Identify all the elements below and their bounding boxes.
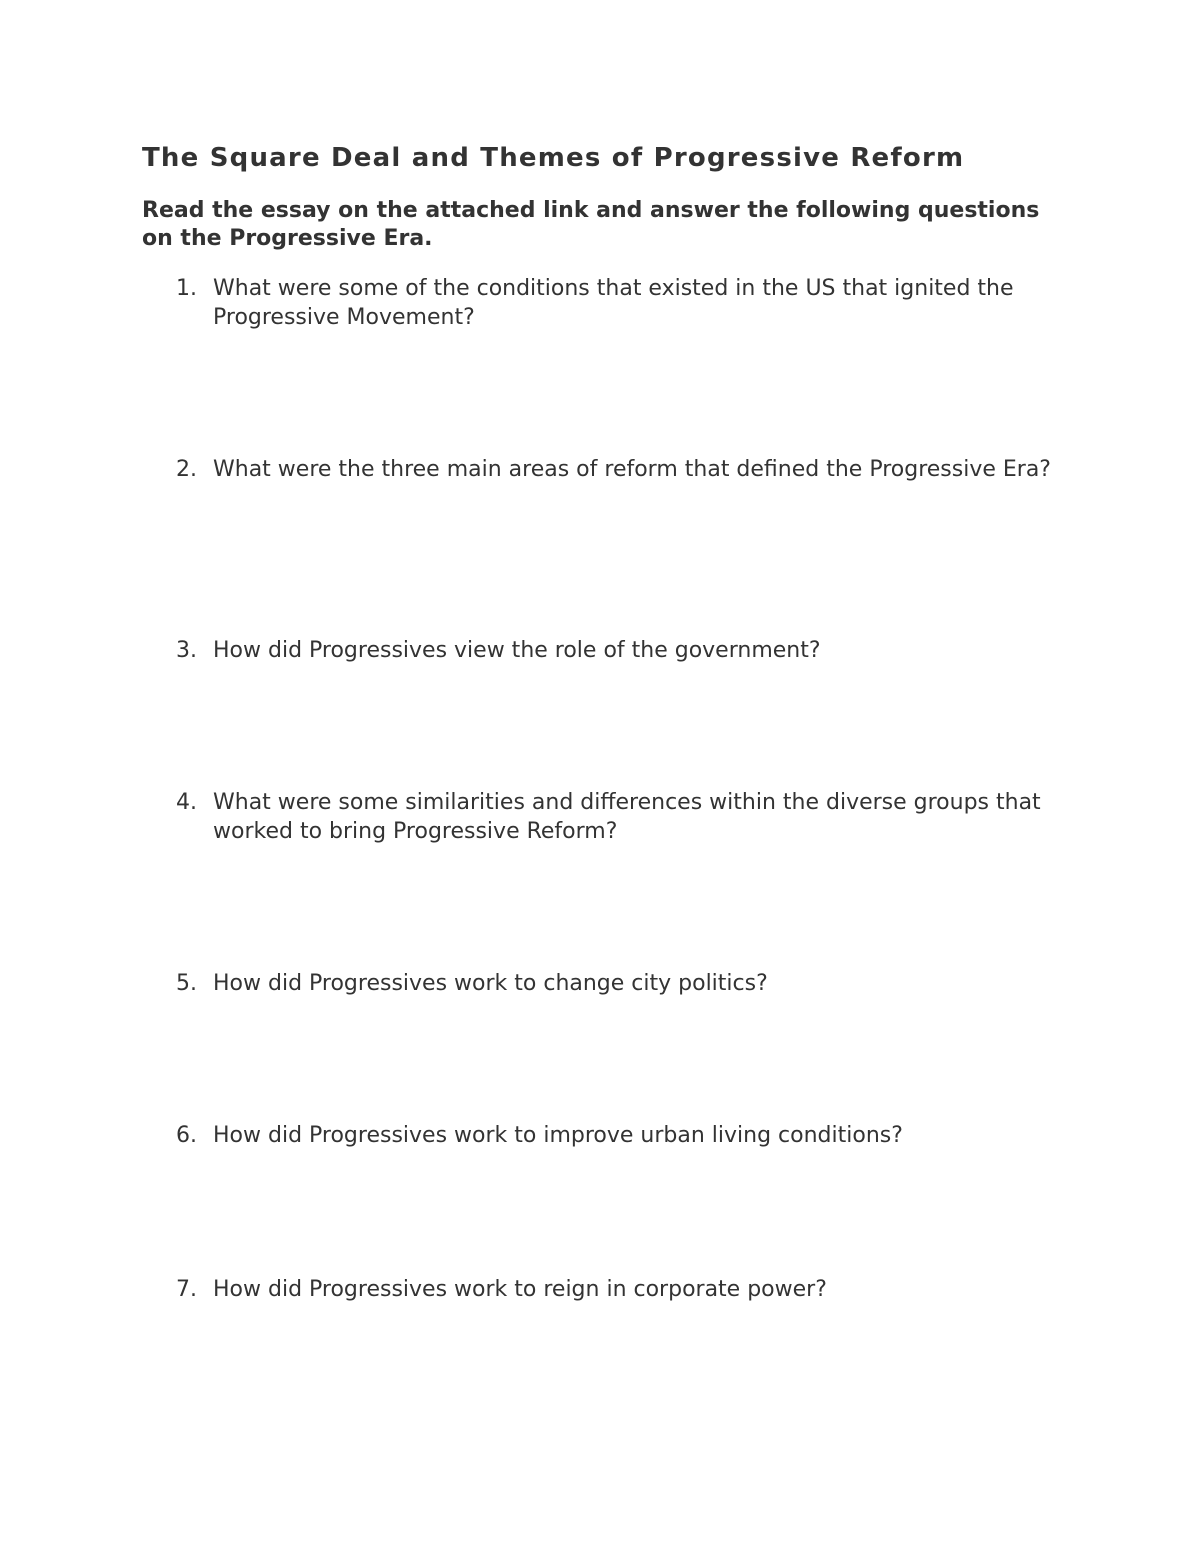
question-number: 3.: [176, 638, 197, 663]
question-text: What were some similarities and differences within the diverse groups that worked to bring Progressive Reform?: [213, 790, 1041, 844]
question-text: How did Progressives work to change city politics?: [213, 971, 768, 996]
question-3: [176, 636, 1076, 665]
question-text: How did Progressives view the role of the government?: [213, 638, 821, 663]
question-6: [176, 1121, 1076, 1150]
question-text: What were some of the conditions that existed in the US that ignited the Progressive Movement?: [213, 276, 1014, 330]
question-number: 4.: [176, 790, 197, 815]
question-number: 2.: [176, 457, 197, 482]
question-number: 1.: [176, 276, 197, 301]
question-7: [176, 1275, 1076, 1304]
question-text: What were the three main areas of reform that defined the Progressive Era?: [213, 457, 1051, 482]
question-text: How did Progressives work to improve urban living conditions?: [213, 1123, 903, 1148]
question-number: 6.: [176, 1123, 197, 1148]
question-text: How did Progressives work to reign in corporate power?: [213, 1277, 827, 1302]
question-5: [176, 969, 1076, 998]
question-2: [176, 455, 1076, 484]
instructions-text: Read the essay on the attached link and answer the following questions on the Progressive Era.: [142, 198, 1040, 251]
page-title: The Square Deal and Themes of Progressive Reform: [142, 143, 965, 173]
question-4: [176, 788, 1076, 846]
question-number: 7.: [176, 1277, 197, 1302]
question-1: [176, 274, 1076, 332]
question-number: 5.: [176, 971, 197, 996]
